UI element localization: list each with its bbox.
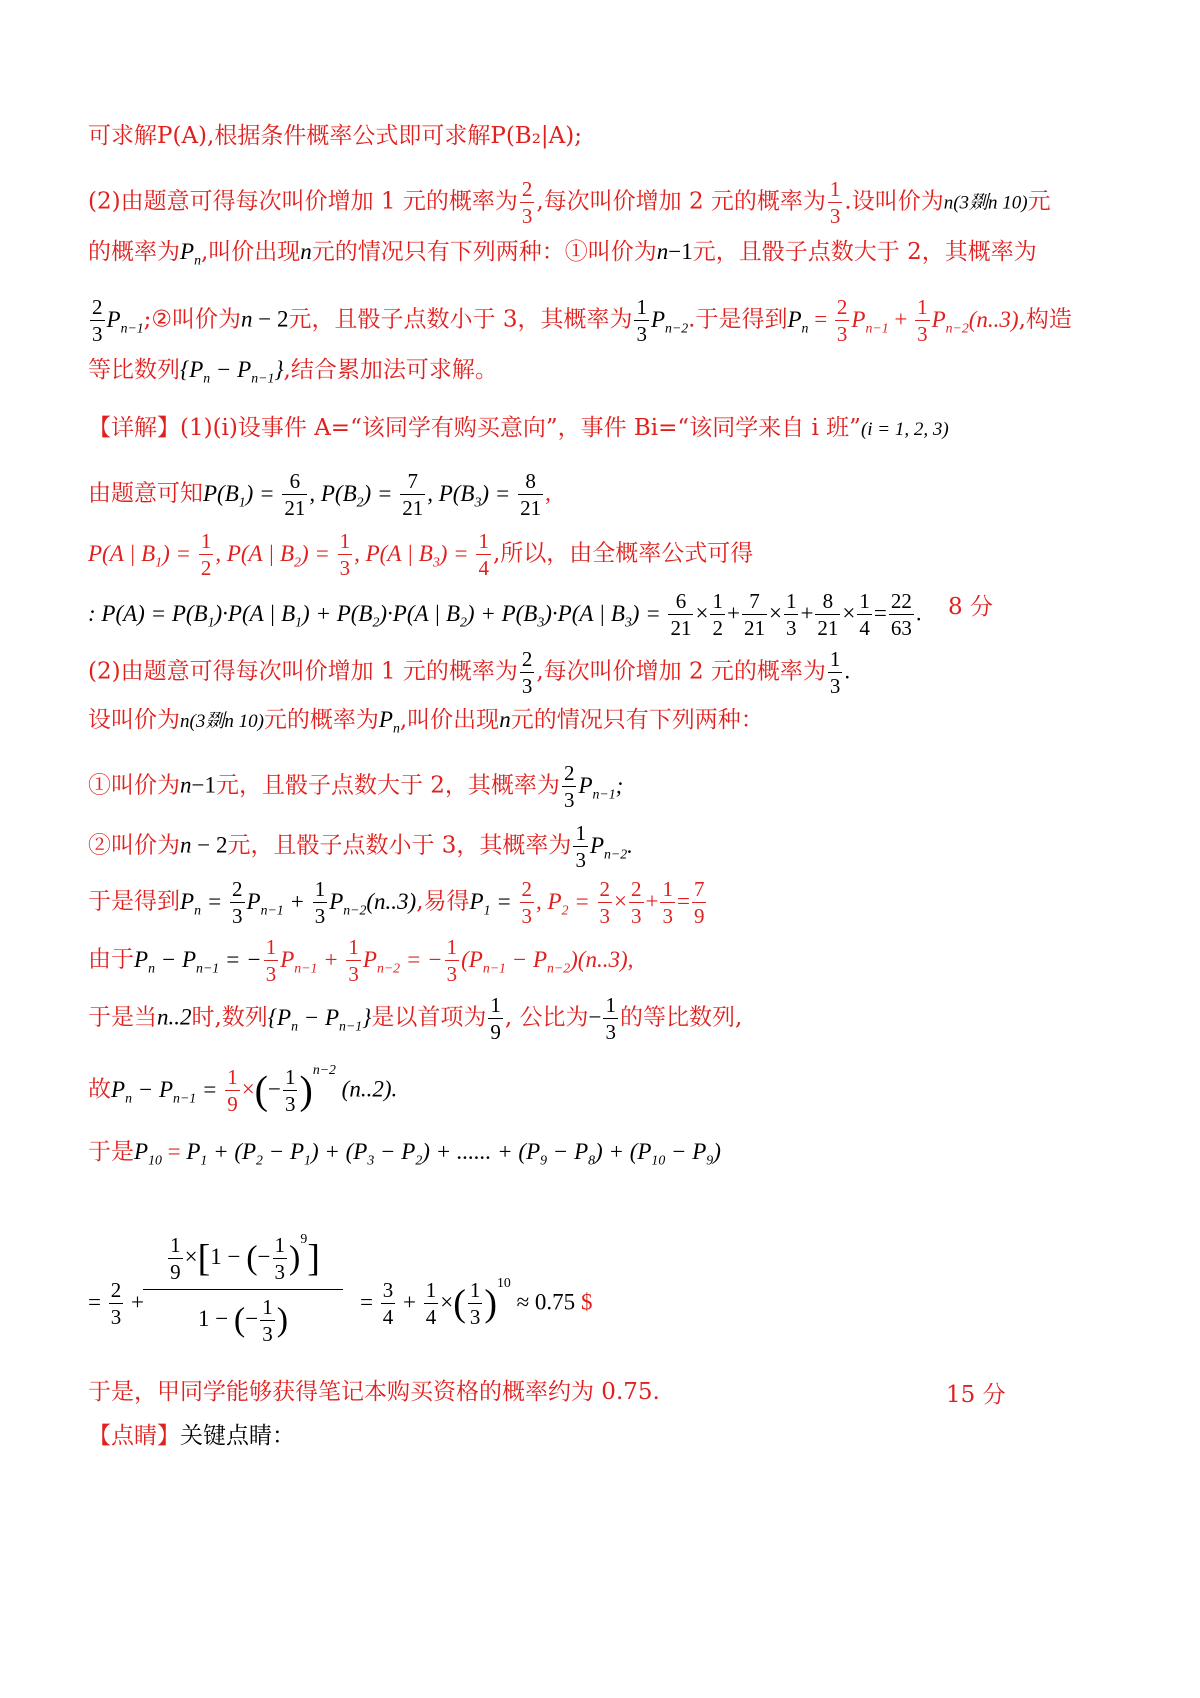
detail-text: ,每次叫价增加 2 元的概率为 [536,658,826,685]
detail-text: 由题意可知 [88,480,203,507]
intro-line [88,120,1128,152]
detail-line-13: 于是$P_{10} = P_1 + (P_2 - P_1) + (P_3 - P_2)$ + ...... + $(P_9 - P_8) + (P_{10} - P_9)$ [88,1139,721,1168]
fraction: $\frac{1}{3}$ [605,993,616,1044]
fraction: $\frac{1}{3}$ [829,177,841,228]
big-fraction: $\frac{1}{9}$ ×[1 − (− $\frac{1}{3}$ )$^9$] 1 − (− $\frac{1}{3}$ ) [143,1232,343,1347]
fraction: $\frac{1}{2}$ [200,529,212,580]
detail-text: 元，且骰子点数小于 3，其概率为 [227,832,572,859]
detail-text: 设叫价为 [88,707,180,733]
idea-text: .于是得到 [688,306,788,333]
score-15: 15 分 [946,1382,1006,1408]
fraction: $\frac{2}{3}$ [232,877,243,928]
detail-text: 元的情况只有下列两种： [510,707,764,733]
detail-line-12: 故$P_n - P_{n-1}$ = $\frac{1}{9}$ ×(− $\frac{1}{3}$ )$^{n-2}$ (n..2). [88,1061,398,1116]
fraction: $\frac{1}{3}$ [339,529,351,580]
fraction: $\frac{1}{3}$ [662,877,673,928]
fraction: $\frac{1}{3}$ [284,1065,296,1116]
fraction: $\frac{6}{21}$ [670,589,692,640]
idea-text: ,叫价出现 [200,239,301,265]
idea-text: 等比数列 [88,357,180,383]
idea-line-1 [88,176,1128,229]
detail-text: ,所以，由全概率公式可得 [492,540,754,567]
math: $P_{n-1}$ [851,306,889,336]
detail-heading: 【详解】 [88,415,180,441]
idea-text: (2)由题意可得每次叫价增加 1 元的概率为 [88,188,518,215]
fraction: $\frac{1}{4}$ [478,529,489,580]
idea-text: ,结合累加法可求解。 [283,357,498,383]
fraction: $\frac{2}{3}$ [521,877,533,928]
math: $P_{n-2}$ [650,306,689,336]
fraction: $\frac{7}{21}$ [743,589,765,640]
math: $P_n$ [180,239,201,268]
detail-text: 是以首项为 [371,1004,487,1031]
fraction: $\frac{1}{3}$ [348,935,359,986]
detail-line-4: : $P(A) = P(B_1)\cdot P(A$ | $B_1) + P(B_2)\cdot P(A$ | $B_2) + P(B_3)\cdot P(A$ | $B_3$) = $\frac{6}{21}$ × $\frac{1}{2}$ + $\frac{7}{21}$ × $\frac{1}{3}$ + $\frac{8}{21}$ × $\frac{1}{4}$ = $\frac{22}{63}$ . [88,589,922,640]
fraction: $\frac{1}{4}$ [859,589,870,640]
math: $P_n$ [787,306,809,336]
detail-text: 由于 [88,946,134,973]
detail-text: 于是得到 [88,888,180,915]
detail-text: 于是当 [88,1004,157,1031]
fraction: $\frac{22}{63}$ [890,589,912,640]
detail-text: ②叫价为 [88,832,180,859]
math: n [241,306,253,332]
idea-line-3: $\frac{2}{3}$ $P_{n-1};②$叫价为n − 2元，且骰子点数小于 3，其概率为 $\frac{1}{3}$ $P_{n-2}$.于是得到$P_n$ = $\frac{2}{3}$ $P_{n-1}$ + $\frac{1}{3}$ $P_{n-2}(n..3)$,构造 [92,295,1072,346]
fraction: $\frac{1}{4}$ [425,1278,437,1329]
fraction: $\frac{8}{21}$ [817,589,839,640]
idea-line-4 [88,354,1128,386]
detail-text: (1)(i)设事件 A=“该同学有购买意向”，事件 Bi=“该同学来自 i 班” [180,415,861,441]
comment-text: 关键点睛： [180,1423,295,1449]
idea-text: 元 [1027,188,1051,215]
detail-text: 于是 [88,1139,134,1165]
fraction: $\frac{2}{3}$ [631,877,642,928]
detail-line-9: 于是得到$P_n$ = $\frac{2}{3}$ $P_{n-1}$ + $\frac{1}{3}$ $P_{n-2}(n..3)$,易得$P_1$ = $\frac{2}{3}$ , $P_2$ = $\frac{2}{3}$ × $\frac{2}{3}$ + $\frac{1}{3}$ = $\frac{7}{9}$ [88,877,705,928]
idea-text: ,每次叫价增加 2 元的概率为 [536,188,826,215]
fraction: $\frac{2}{3}$ [836,295,848,346]
fraction: $\frac{1}{3}$ [829,647,841,698]
fraction: $\frac{2}{3}$ [110,1278,122,1329]
fraction: $\frac{2}{3}$ [599,877,611,928]
conclusion-text: 于是，甲同学能够获得笔记本购买资格的概率约为 0.75. [88,1379,660,1405]
comment-heading: 【点睛】 [88,1423,180,1449]
fraction: $\frac{1}{3}$ [469,1278,481,1329]
detail-text: 故 [88,1076,111,1103]
fraction: $\frac{1}{3}$ [785,589,797,640]
detail-text: 时,数列 [191,1004,268,1031]
fraction: $\frac{3}{4}$ [382,1278,394,1329]
range-expression: n(3剟n 10) [943,192,1028,214]
fraction: $\frac{1}{3}$ [575,821,586,872]
fraction: $\frac{1}{9}$ [490,993,501,1044]
idea-text: 元的情况只有下列两种：①叫价为 [311,239,657,265]
fraction: $\frac{2}{3}$ [521,177,533,228]
intro-text: 可求解P(A),根据条件概率公式即可求解P(B₂|A); [88,123,582,149]
fraction: $\frac{1}{3}$ [446,935,458,986]
fraction: $\frac{7}{21}$ [402,469,424,520]
math: $P_{n-2}(n..3)$ [931,306,1019,336]
fraction: $\frac{1}{2}$ [712,589,723,640]
detail-line-7: ①叫价为n−1元，且骰子点数大于 2，其概率为 $\frac{2}{3}$ $P_{n-1}$; [88,761,624,812]
detail-line-11: 于是当n..2时,数列$\{P_n - P_{n-1}\}$是以首项为 $\frac{1}{9}$ , 公比为− $\frac{1}{3}$ 的等比数列, [88,993,743,1044]
math: n [300,239,312,264]
detail-line-2: 由题意可知$P(B_1)$ = $\frac{6}{21}$ , $P(B_2)$ = $\frac{7}{21}$ , $P(B_3)$ = $\frac{8}{21}$ , [88,469,551,520]
detail-text: ,叫价出现 [399,707,500,733]
idea-text: 的概率为 [88,239,180,265]
fraction: $\frac{1}{9}$ [227,1065,238,1116]
fraction: $\frac{2}{3}$ [563,761,575,812]
detail-text: ①叫价为 [88,772,180,799]
detail-text: 元，且骰子点数大于 2，其概率为 [215,772,560,799]
fraction: $\frac{1}{3}$ [314,877,326,928]
sum-formula: = $\frac{2}{3}$ + $\frac{1}{9}$ ×[1 − (− $\frac{1}{3}$ )$^9$] 1 − (− $\frac{1}{3}$ ) = $\frac{3}{4}$ + $\frac{1}{4}$ ×( $\frac{1}{3}$ )$^{10}$ ≈ 0.75 $ [88,1231,593,1346]
idea-line-2: 的概率为$P_n$,叫价出现n元的情况只有下列两种：①叫价为n−1元，且骰子点数大于 2，其概率为 [88,239,1037,268]
detail-line-10: 由于$P_n - P_{n-1}$ = − $\frac{1}{3}$ $P_{n-1}$ + $\frac{1}{3}$ $P_{n-2}$ = − $\frac{1}{3}$ $(P_{n-1} - P_{n-2})(n..3)$, [88,935,634,986]
fraction: $\frac{2}{3}$ [92,295,103,346]
math: $\{P_n - P_{n-1}\}$ [180,357,284,386]
idea-text: .设叫价为 [844,188,944,215]
idea-text: ;②叫价为 [143,306,242,333]
detail-line-5: (2)由题意可得每次叫价增加 1 元的概率为 $\frac{2}{3}$ ,每次叫价增加 2 元的概率为 $\frac{1}{3}$ . [88,647,851,698]
detail-text: 元的概率为 [263,707,379,733]
math: n [656,239,669,264]
math: $P_{n-1}$ [106,306,144,336]
fraction: $\frac{1}{3}$ [265,935,277,986]
detail-line-3: P(A | $B_1$) = $\frac{1}{2}$ , P(A | $B_2$) = $\frac{1}{3}$ , P(A | $B_3$) = $\frac{1}{4}$ ,所以，由全概率公式可得 [88,529,754,580]
detail-text: ,易得 [416,888,470,915]
detail-line-8: ②叫价为n − 2元，且骰子点数小于 3，其概率为 $\frac{1}{3}$ $P_{n-2}$. [88,821,633,872]
detail-text: , 公比为 [504,1004,589,1031]
fraction: $\frac{8}{21}$ [520,469,542,520]
idea-text: 元，且骰子点数大于 2，其概率为 [692,239,1037,265]
idea-text: 元，且骰子点数小于 3，其概率为 [288,306,633,333]
fraction: $\frac{2}{3}$ [521,647,533,698]
detail-text: (2)由题意可得每次叫价增加 1 元的概率为 [88,658,518,685]
detail-text: 的等比数列, [619,1004,743,1031]
detail-line-6: 设叫价为n(3剟n 10)元的概率为$P_n$,叫价出现n元的情况只有下列两种： [88,707,764,736]
index-range: (i = 1, 2, 3) [860,419,949,440]
score-8: 8 分 [948,594,993,620]
idea-text: ,构造 [1018,306,1072,333]
range-expression: n(3剟n 10) [180,711,264,732]
fraction: $\frac{7}{9}$ [693,877,705,928]
comment-line [88,1420,1128,1452]
fraction: $\frac{1}{3}$ [917,295,928,346]
fraction: $\frac{6}{21}$ [284,469,306,520]
fraction: $\frac{1}{3}$ [636,295,647,346]
detail-line-1 [88,412,1128,446]
